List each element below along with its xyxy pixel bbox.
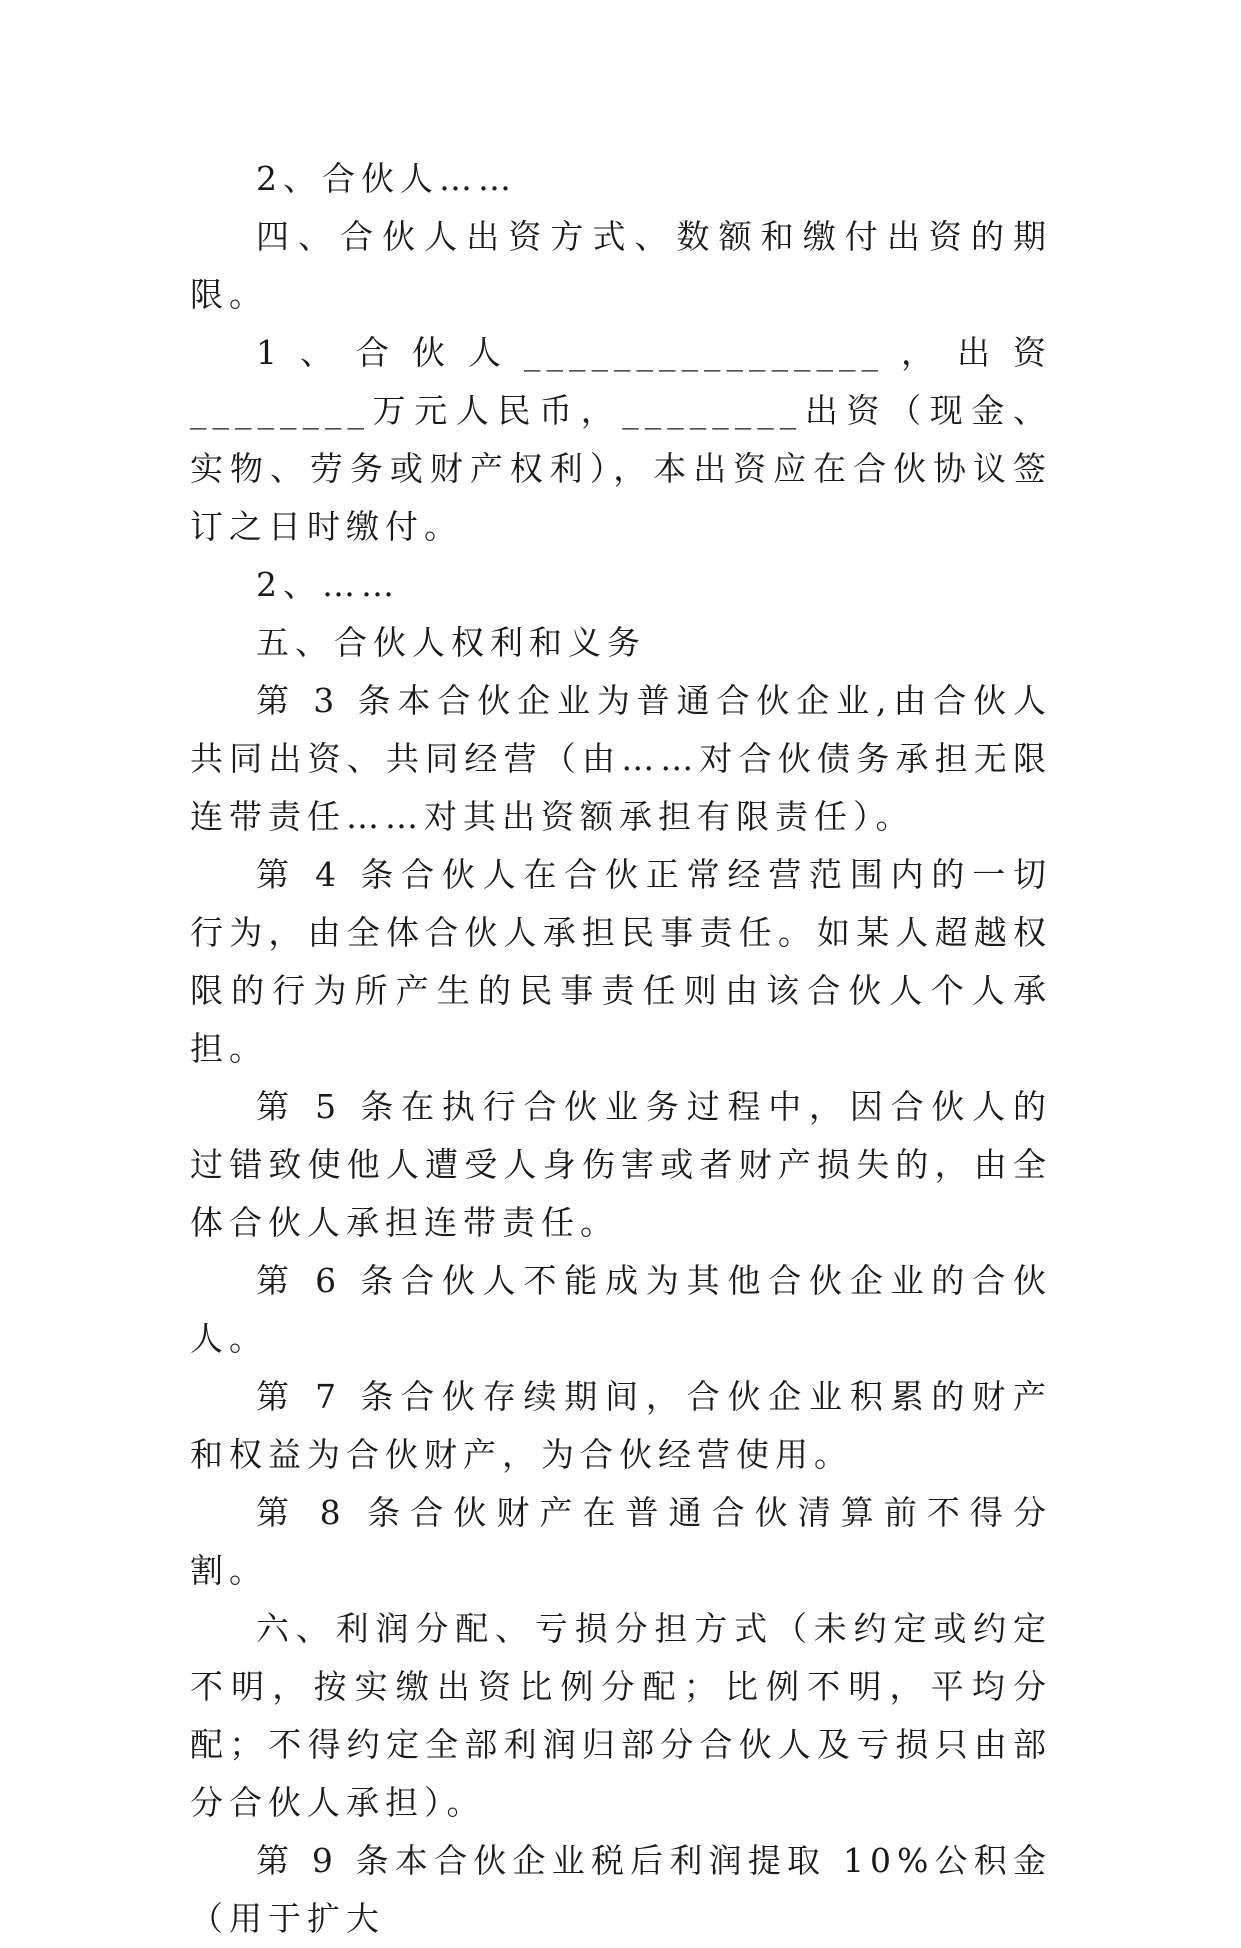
section-heading-contribution: 四、合伙人出资方式、数额和缴付出资的期限。 xyxy=(190,217,1052,314)
section-heading-profit-loss: 六、利润分配、亏损分担方式（未约定或约定不明，按实缴出资比例分配；比例不明，平均分配；不得约定全部利润归部分合伙人及亏损只由部分合伙人承担）。 xyxy=(190,1609,1052,1822)
article-9: 第 9 条本合伙企业税后利润提取 10%公积金（用于扩大 xyxy=(190,1841,1052,1938)
article-6: 第 6 条合伙人不能成为其他合伙企业的合伙人。 xyxy=(190,1261,1052,1358)
article-5: 第 5 条在执行合伙业务过程中，因合伙人的过错致使他人遭受人身伤害或者财产损失的，由全体合伙人承担连带责任。 xyxy=(190,1087,1052,1242)
document-page xyxy=(190,150,1052,1948)
section-heading-rights-duties: 五、合伙人权利和义务 xyxy=(256,623,646,662)
article-4: 第 4 条合伙人在合伙正常经营范围内的一切行为，由全体合伙人承担民事责任。如某人超越权限的行为所产生的民事责任则由该合伙人个人承担。 xyxy=(190,855,1052,1068)
article-8: 第 8 条合伙财产在普通合伙清算前不得分割。 xyxy=(190,1493,1052,1590)
paragraph-contribution-2: 2、…… xyxy=(256,565,400,604)
article-7: 第 7 条合伙存续期间，合伙企业积累的财产和权益为合伙财产，为合伙经营使用。 xyxy=(190,1377,1052,1474)
article-3: 第 3 条本合伙企业为普通合伙企业,由合伙人共同出资、共同经营（由……对合伙债务承担无限连带责任……对其出资额承担有限责任）。 xyxy=(190,681,1052,836)
paragraph-partner-2: 2、合伙人…… xyxy=(256,159,517,198)
paragraph-contribution-1: 1、合伙人________________，出资________万元人民币，________出资（现金、实物、劳务或财产权利），本出资应在合伙协议签订之日时缴付。 xyxy=(190,333,1052,546)
